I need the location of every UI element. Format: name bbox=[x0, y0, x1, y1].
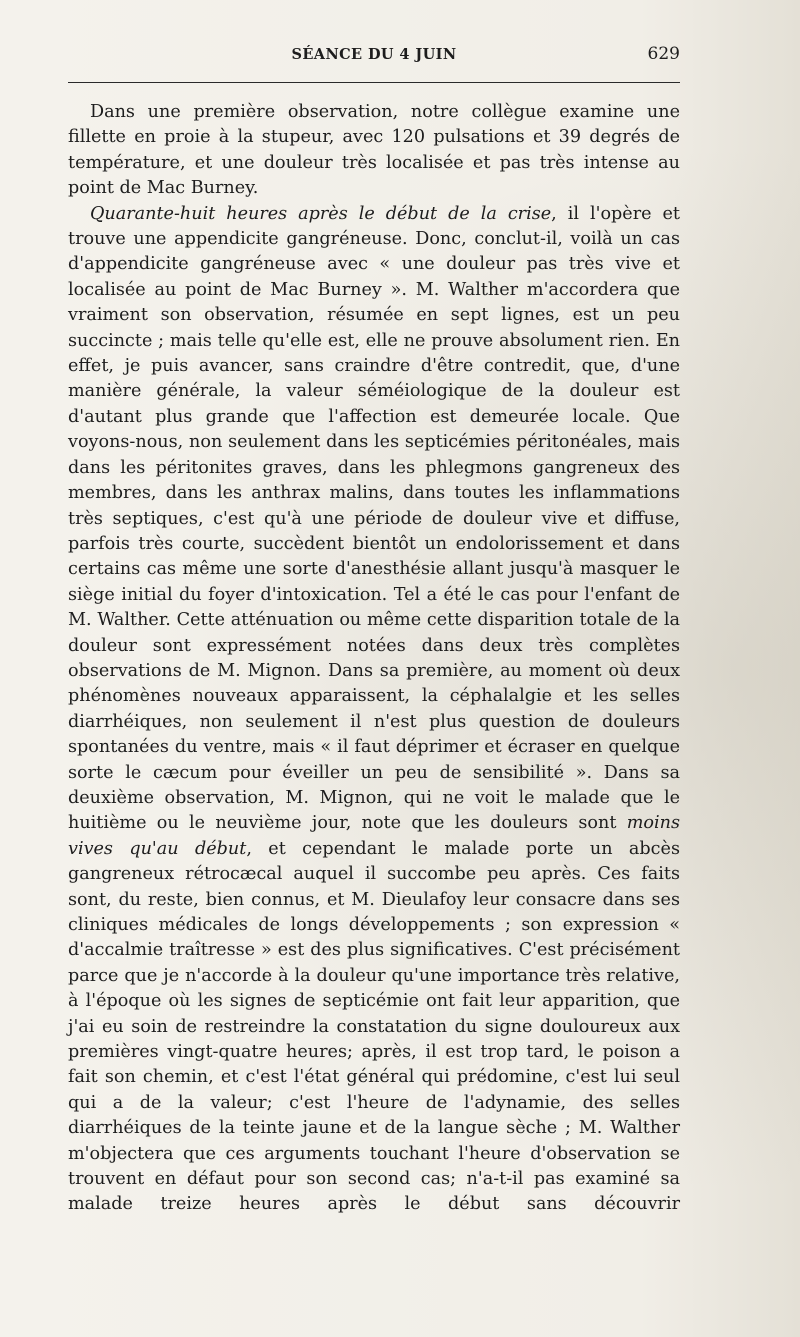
running-title: SÉANCE DU 4 JUIN bbox=[291, 46, 457, 63]
page-number: 629 bbox=[647, 44, 680, 64]
header-rule bbox=[68, 82, 680, 83]
paragraph-2-text-2: , et cependant le malade porte un abcès gangreneux rétrocæcal auquel il succombe peu après. Ces faits sont, du reste, bien connus, et M. Dieulafoy leur consacre dans ses cliniques médicales de longs développements ; son expression « d'accalmie traîtresse » est des plus significatives. C'est précisément parce que je n'accorde à la douleur qu'une importance très relative, à l'époque où les signes de septicémie ont fait leur apparition, que j'ai eu soin de restreindre la constatation du signe douloureux aux premières vingt-quatre heures; après, il est trop tard, le poison a fait son chemin, et c'est l'état général qui prédomine, c'est lui seul qui a de la valeur; c'est l'heure de l'adynamie, des selles diarrhéiques de la teinte jaune et de la langue sèche ; M. Walther m'objectera que ces arguments touchant l'heure d'observation se trouvent en défaut pour son second cas; n'a-t-il pas examiné sa malade treize heures après le début sans découvrir bbox=[68, 838, 680, 1215]
paragraph-2-text-1: , il l'opère et trouve une appendicite gangréneuse. Donc, conclut-il, voilà un cas d'appendicite gangréneuse avec « une douleur pas très vive et localisée au point de Mac Burney ». M. Walther m'accordera que vraiment son observation, résumée en sept lignes, est un peu succincte ; mais telle qu'elle est, elle ne prouve absolument rien. En effet, je puis avancer, sans craindre d'être contredit, que, d'une manière générale, la valeur séméiologique de la douleur est d'autant plus grande que l'affection est demeurée locale. Que voyons-nous, non seulement dans les septicémies péritonéales, mais dans les péritonites graves, dans les phlegmons gangreneux des membres, dans les anthrax malins, dans toutes les inflammations très septiques, c'est qu'à une période de douleur vive et diffuse, parfois très courte, succèdent bientôt un endolorissement et dans certains cas même une sorte d'anesthésie allant jusqu'à masquer le siège initial du foyer d'intoxication. Tel a été le cas pour l'enfant de M. Walther. Cette atténuation ou même cette disparition totale de la douleur sont expressément notées dans deux très complètes observations de M. Mignon. Dans sa première, au moment où deux phénomènes nouveaux apparaissent, la céphalalgie et les selles diarrhéiques, non seulement il n'est plus question de douleurs spontanées du ventre, mais « il faut déprimer et écraser en quelque sorte le cæcum pour éveiller un peu de sensibilité ». Dans sa deuxième observation, M. Mignon, qui ne voit le malade que le huitième ou le neuvième jour, note que les douleurs sont bbox=[68, 203, 680, 834]
paragraph-2 bbox=[68, 202, 680, 1218]
paragraph-2-italic-1: Quarante-huit heures après le début de la crise bbox=[90, 203, 552, 224]
paragraph-1: Dans une première observation, notre collègue examine une fillette en proie à la stupeur, avec 120 pulsations et 39 degrés de température, et une douleur très localisée et pas très intense au point de Mac Burney. bbox=[68, 102, 680, 199]
page-header bbox=[68, 44, 680, 70]
paragraph-2-italic-2: moins vives qu'au début bbox=[68, 813, 680, 859]
body-text bbox=[68, 100, 680, 1218]
